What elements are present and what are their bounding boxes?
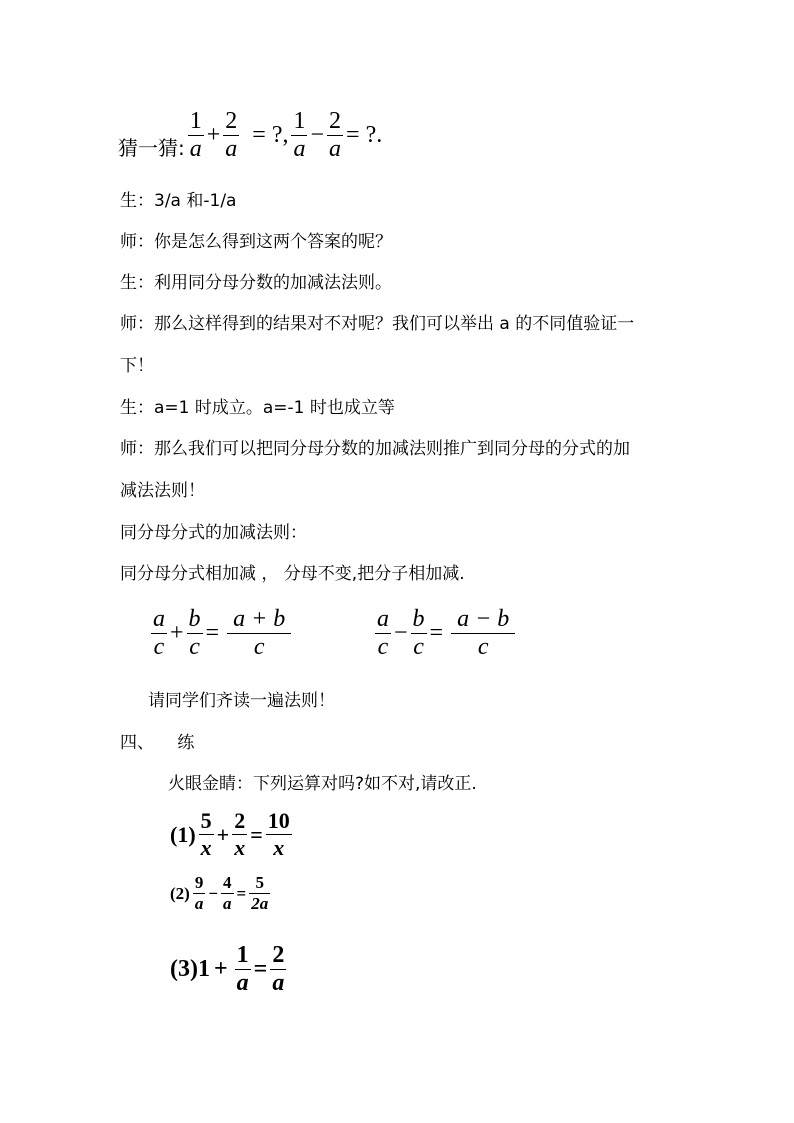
numerator: 2 [234,808,246,833]
fraction-10-over-x [266,808,292,861]
denominator: a [194,894,204,913]
numerator: 2 [225,108,238,134]
fraction-1-over-a [188,108,204,163]
numerator: 5 [255,873,264,892]
fraction-2-over-a-second [327,108,343,163]
dialogue-line: 生：利用同分母分数的加减法法则。 [120,273,392,293]
rule-statement: 同分母分式相加减 ， 分母不变,把分子相加减. [120,564,465,584]
equals-question: = ?, [252,122,289,148]
rule-add-formula [148,606,294,661]
equals-sign: = [250,821,263,847]
numerator: 2 [329,108,342,134]
denominator: a [189,136,202,162]
exercise-label: (1) [170,821,196,847]
denominator: a [329,136,342,162]
equals-question: = ?. [346,122,383,148]
fraction-difference-over-c [451,606,515,661]
dialogue-line: 师：你是怎么得到这两个答案的呢？ [120,232,392,252]
rule-sub-formula [372,606,518,661]
denominator: c [413,634,424,660]
numerator: a [153,606,165,632]
numerator: 1 [293,108,306,134]
numerator: 5 [200,808,212,833]
fraction-b-over-c [411,606,427,661]
guess-line [118,108,382,163]
plus-sign: + [206,122,221,148]
denominator: 2a [251,894,269,913]
denominator: a [236,970,249,996]
exercise-label: (3)1 [170,956,210,982]
dialogue-line: 下！ [120,356,154,376]
rule-heading: 同分母分式的加减法则： [120,523,307,543]
section-title: 练 [177,733,195,753]
exercise-1 [170,808,295,861]
exercise-2 [170,873,273,914]
section-heading [120,732,194,754]
dialogue-line: 师：那么这样得到的结果对不对呢？我们可以举出 a 的不同值验证一 [120,314,635,334]
equals-sign: = [253,956,268,982]
guess-label: 猜一猜: [118,136,185,160]
numerator: a − b [457,606,510,632]
fraction-1-over-a [235,942,251,997]
fraction-a-over-c [151,606,167,661]
equals-sign: = [236,883,247,903]
fraction-5-over-x [199,808,214,861]
minus-sign: − [394,620,408,646]
numerator: 10 [267,808,290,833]
plus-sign: + [213,956,228,982]
denominator: a [293,136,306,162]
numerator: 1 [189,108,202,134]
fraction-2-over-a [223,108,239,163]
dialogue-line: 生：3/a 和-1/a [120,191,237,211]
denominator: c [189,634,200,660]
fraction-5-over-2a [249,873,270,914]
numerator: 2 [272,942,285,968]
denominator: c [477,634,489,660]
read-prompt: 请同学们齐读一遍法则！ [148,691,335,711]
exercise-3 [170,942,289,997]
numerator: 4 [223,873,232,892]
dialogue-line: 生：a=1 时成立。a=-1 时也成立等 [120,398,395,418]
numerator: a [377,606,389,632]
minus-sign: − [208,883,219,903]
denominator: a [272,970,285,996]
practice-intro: 火眼金睛：下列运算对吗?如不对,请改正. [168,774,477,794]
fraction-4-over-a [221,873,234,914]
denominator: x [200,835,212,860]
denominator: c [253,634,265,660]
fraction-1-over-a-second [291,108,307,163]
numerator: b [188,606,201,632]
fraction-b-over-c [187,606,203,661]
fraction-2-over-x [232,808,247,861]
fraction-2-over-a [270,942,286,997]
numerator: a + b [233,606,286,632]
fraction-sum-over-c [227,606,291,661]
equals-sign: = [205,620,220,646]
minus-sign: − [310,122,325,148]
denominator: a [225,136,238,162]
exercise-label: (2) [170,883,190,903]
numerator: 9 [194,873,204,892]
denominator: x [273,835,285,860]
dialogue-line: 减法法则！ [120,481,205,501]
numerator: b [412,606,425,632]
denominator: c [153,634,165,660]
dialogue-line: 师：那么我们可以把同分母分数的加减法则推广到同分母的分式的加 [120,439,630,459]
denominator: x [234,835,246,860]
denominator: a [223,894,232,913]
numerator: 1 [236,942,249,968]
fraction-a-over-c [375,606,391,661]
equals-sign: = [429,620,444,646]
plus-sign: + [216,821,230,847]
fraction-9-over-a [193,873,206,914]
section-number: 四、 [120,733,154,753]
denominator: c [377,634,389,660]
plus-sign: + [170,620,184,646]
